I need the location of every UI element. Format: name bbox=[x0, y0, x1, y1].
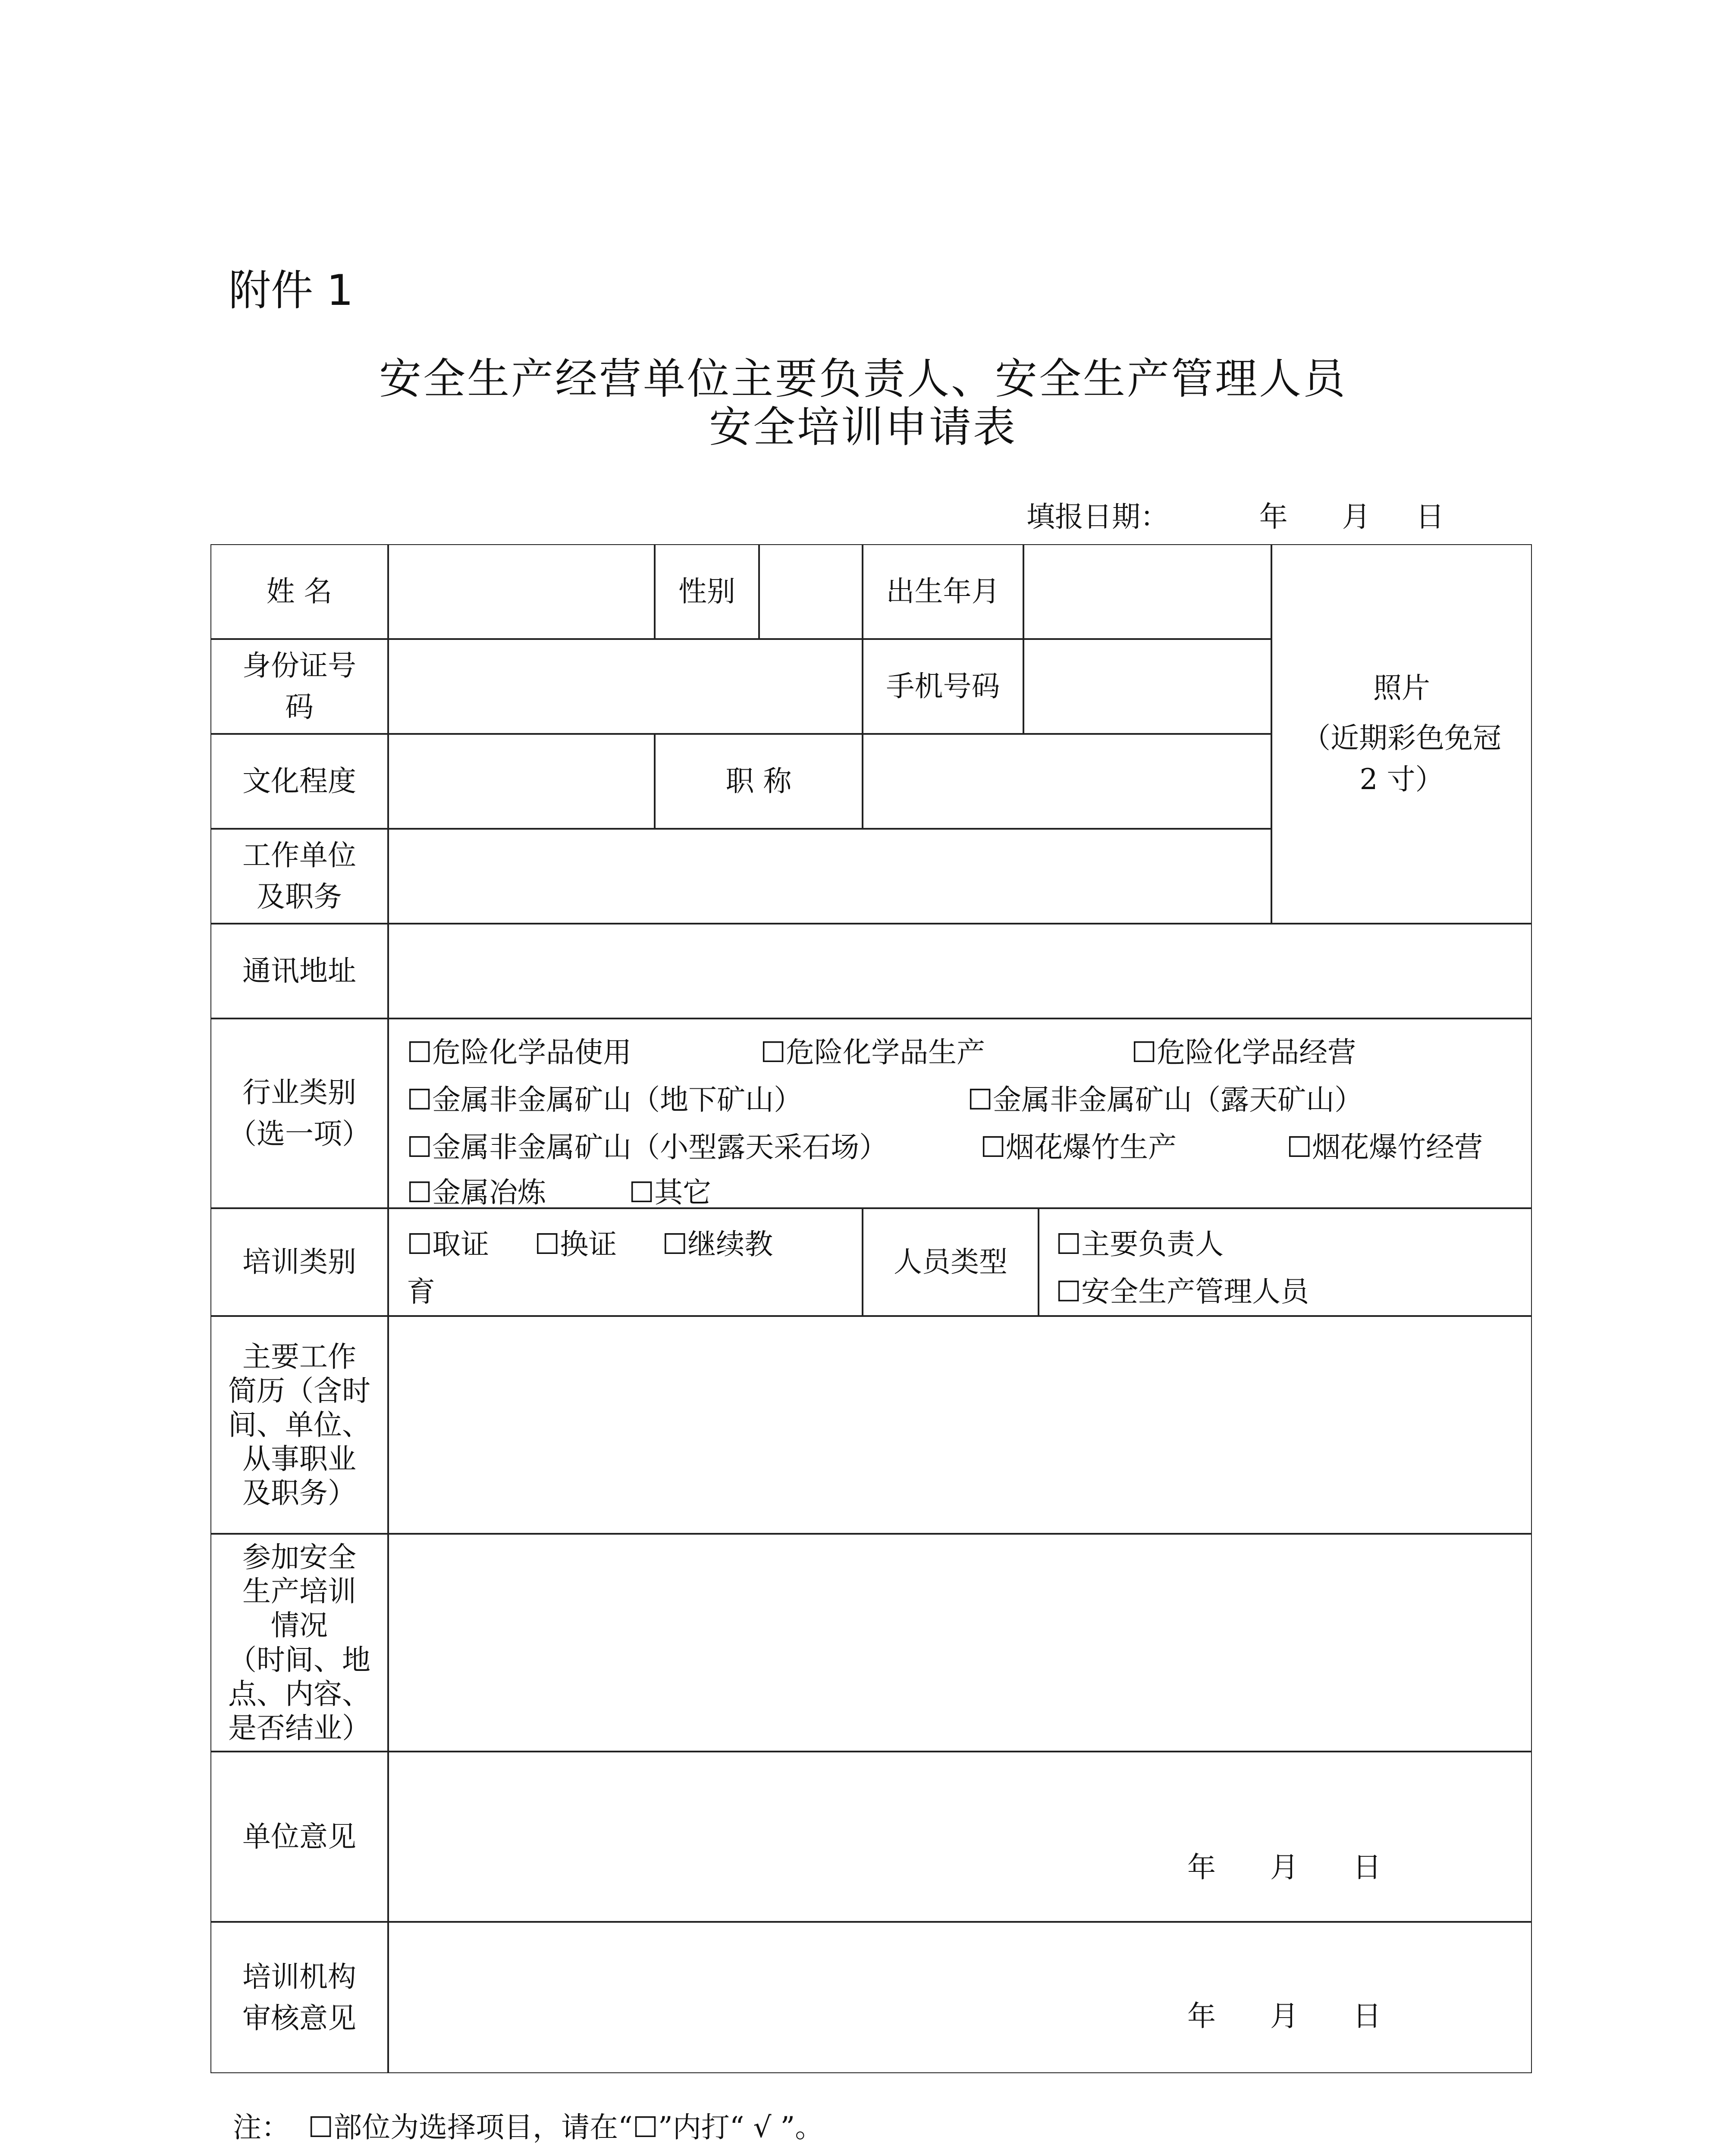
phone-value-cell[interactable] bbox=[1023, 639, 1271, 734]
footnote: 注： ☐部位为选择项目，请在“☐”内打“ √ ”。 bbox=[233, 2111, 824, 2144]
industry-option[interactable]: ☐危险化学品生产 bbox=[760, 1036, 985, 1069]
education-value-cell[interactable] bbox=[388, 734, 655, 829]
personnel-option[interactable]: ☐安全生产管理人员 bbox=[1056, 1275, 1309, 1308]
agency-opinion-label: 培训机构 审核意见 bbox=[242, 1960, 356, 2035]
work-unit-label: 工作单位 及职务 bbox=[242, 839, 356, 913]
attachment-label: 附件 1 bbox=[229, 266, 354, 315]
job-title-value-cell[interactable] bbox=[863, 734, 1271, 829]
id-number-value-cell[interactable] bbox=[388, 639, 863, 734]
industry-option[interactable]: ☐危险化学品经营 bbox=[1131, 1036, 1356, 1069]
work-unit-value-cell[interactable] bbox=[388, 829, 1271, 924]
agency-opinion-date: 年 月 日 bbox=[1187, 1999, 1381, 2033]
id-number-label: 身份证号 码 bbox=[242, 649, 356, 724]
photo-note-line1: （近期彩色免冠 bbox=[1302, 721, 1501, 755]
personnel-type-label: 人员类型 bbox=[894, 1245, 1007, 1279]
unit-opinion-value-cell[interactable] bbox=[388, 1752, 1532, 1922]
industry-option[interactable]: ☐金属非金属矿山（小型露天采石场） bbox=[407, 1131, 888, 1164]
industry-option[interactable]: ☐金属非金属矿山（地下矿山） bbox=[407, 1083, 803, 1116]
training-type-options-wrap: 育 bbox=[407, 1275, 435, 1308]
phone-label: 手机号码 bbox=[886, 670, 1000, 703]
photo-label: 照片 bbox=[1373, 671, 1430, 705]
form-title-line1: 安全生产经营单位主要负责人、安全生产管理人员 bbox=[379, 354, 1347, 404]
training-type-options[interactable]: ☐取证 ☐换证 ☐继续教 bbox=[407, 1228, 773, 1261]
work-resume-label: 主要工作 简历（含时 间、单位、 从事职业 及职务） bbox=[228, 1340, 370, 1510]
training-history-value-cell[interactable] bbox=[388, 1534, 1532, 1752]
address-value-cell[interactable] bbox=[388, 924, 1532, 1018]
unit-opinion-date: 年 月 日 bbox=[1187, 1851, 1381, 1884]
industry-option[interactable]: ☐金属冶炼 bbox=[407, 1176, 546, 1209]
birth-label: 出生年月 bbox=[886, 575, 1000, 608]
gender-value-cell[interactable] bbox=[759, 544, 863, 639]
training-type-label: 培训类别 bbox=[242, 1245, 356, 1279]
industry-option[interactable]: ☐金属非金属矿山（露天矿山） bbox=[967, 1083, 1363, 1116]
name-value-cell[interactable] bbox=[388, 544, 655, 639]
birth-value-cell[interactable] bbox=[1023, 544, 1271, 639]
form-title-line2: 安全培训申请表 bbox=[709, 403, 1017, 452]
photo-note-line2: 2 寸） bbox=[1359, 762, 1444, 796]
industry-option[interactable]: ☐其它 bbox=[629, 1176, 712, 1209]
application-form-table bbox=[210, 544, 1532, 2073]
name-label: 姓 名 bbox=[266, 575, 333, 608]
photo-box bbox=[1271, 544, 1532, 924]
training-history-label: 参加安全 生产培训 情况 （时间、地 点、内容、 是否结业） bbox=[228, 1540, 370, 1745]
personnel-option[interactable]: ☐主要负责人 bbox=[1056, 1228, 1224, 1261]
unit-opinion-label: 单位意见 bbox=[242, 1820, 356, 1853]
education-label: 文化程度 bbox=[242, 765, 356, 798]
gender-label: 性别 bbox=[678, 575, 735, 608]
industry-label: 行业类别 （选一项） bbox=[228, 1076, 370, 1150]
fill-date: 填报日期： 年 月 日 bbox=[1026, 500, 1444, 533]
industry-option[interactable]: ☐烟花爆竹生产 bbox=[980, 1131, 1177, 1164]
address-label: 通讯地址 bbox=[242, 954, 356, 988]
job-title-label: 职 称 bbox=[725, 765, 792, 798]
work-resume-value-cell[interactable] bbox=[388, 1316, 1532, 1534]
industry-option[interactable]: ☐烟花爆竹经营 bbox=[1287, 1131, 1483, 1164]
industry-option[interactable]: ☐危险化学品使用 bbox=[407, 1036, 632, 1069]
